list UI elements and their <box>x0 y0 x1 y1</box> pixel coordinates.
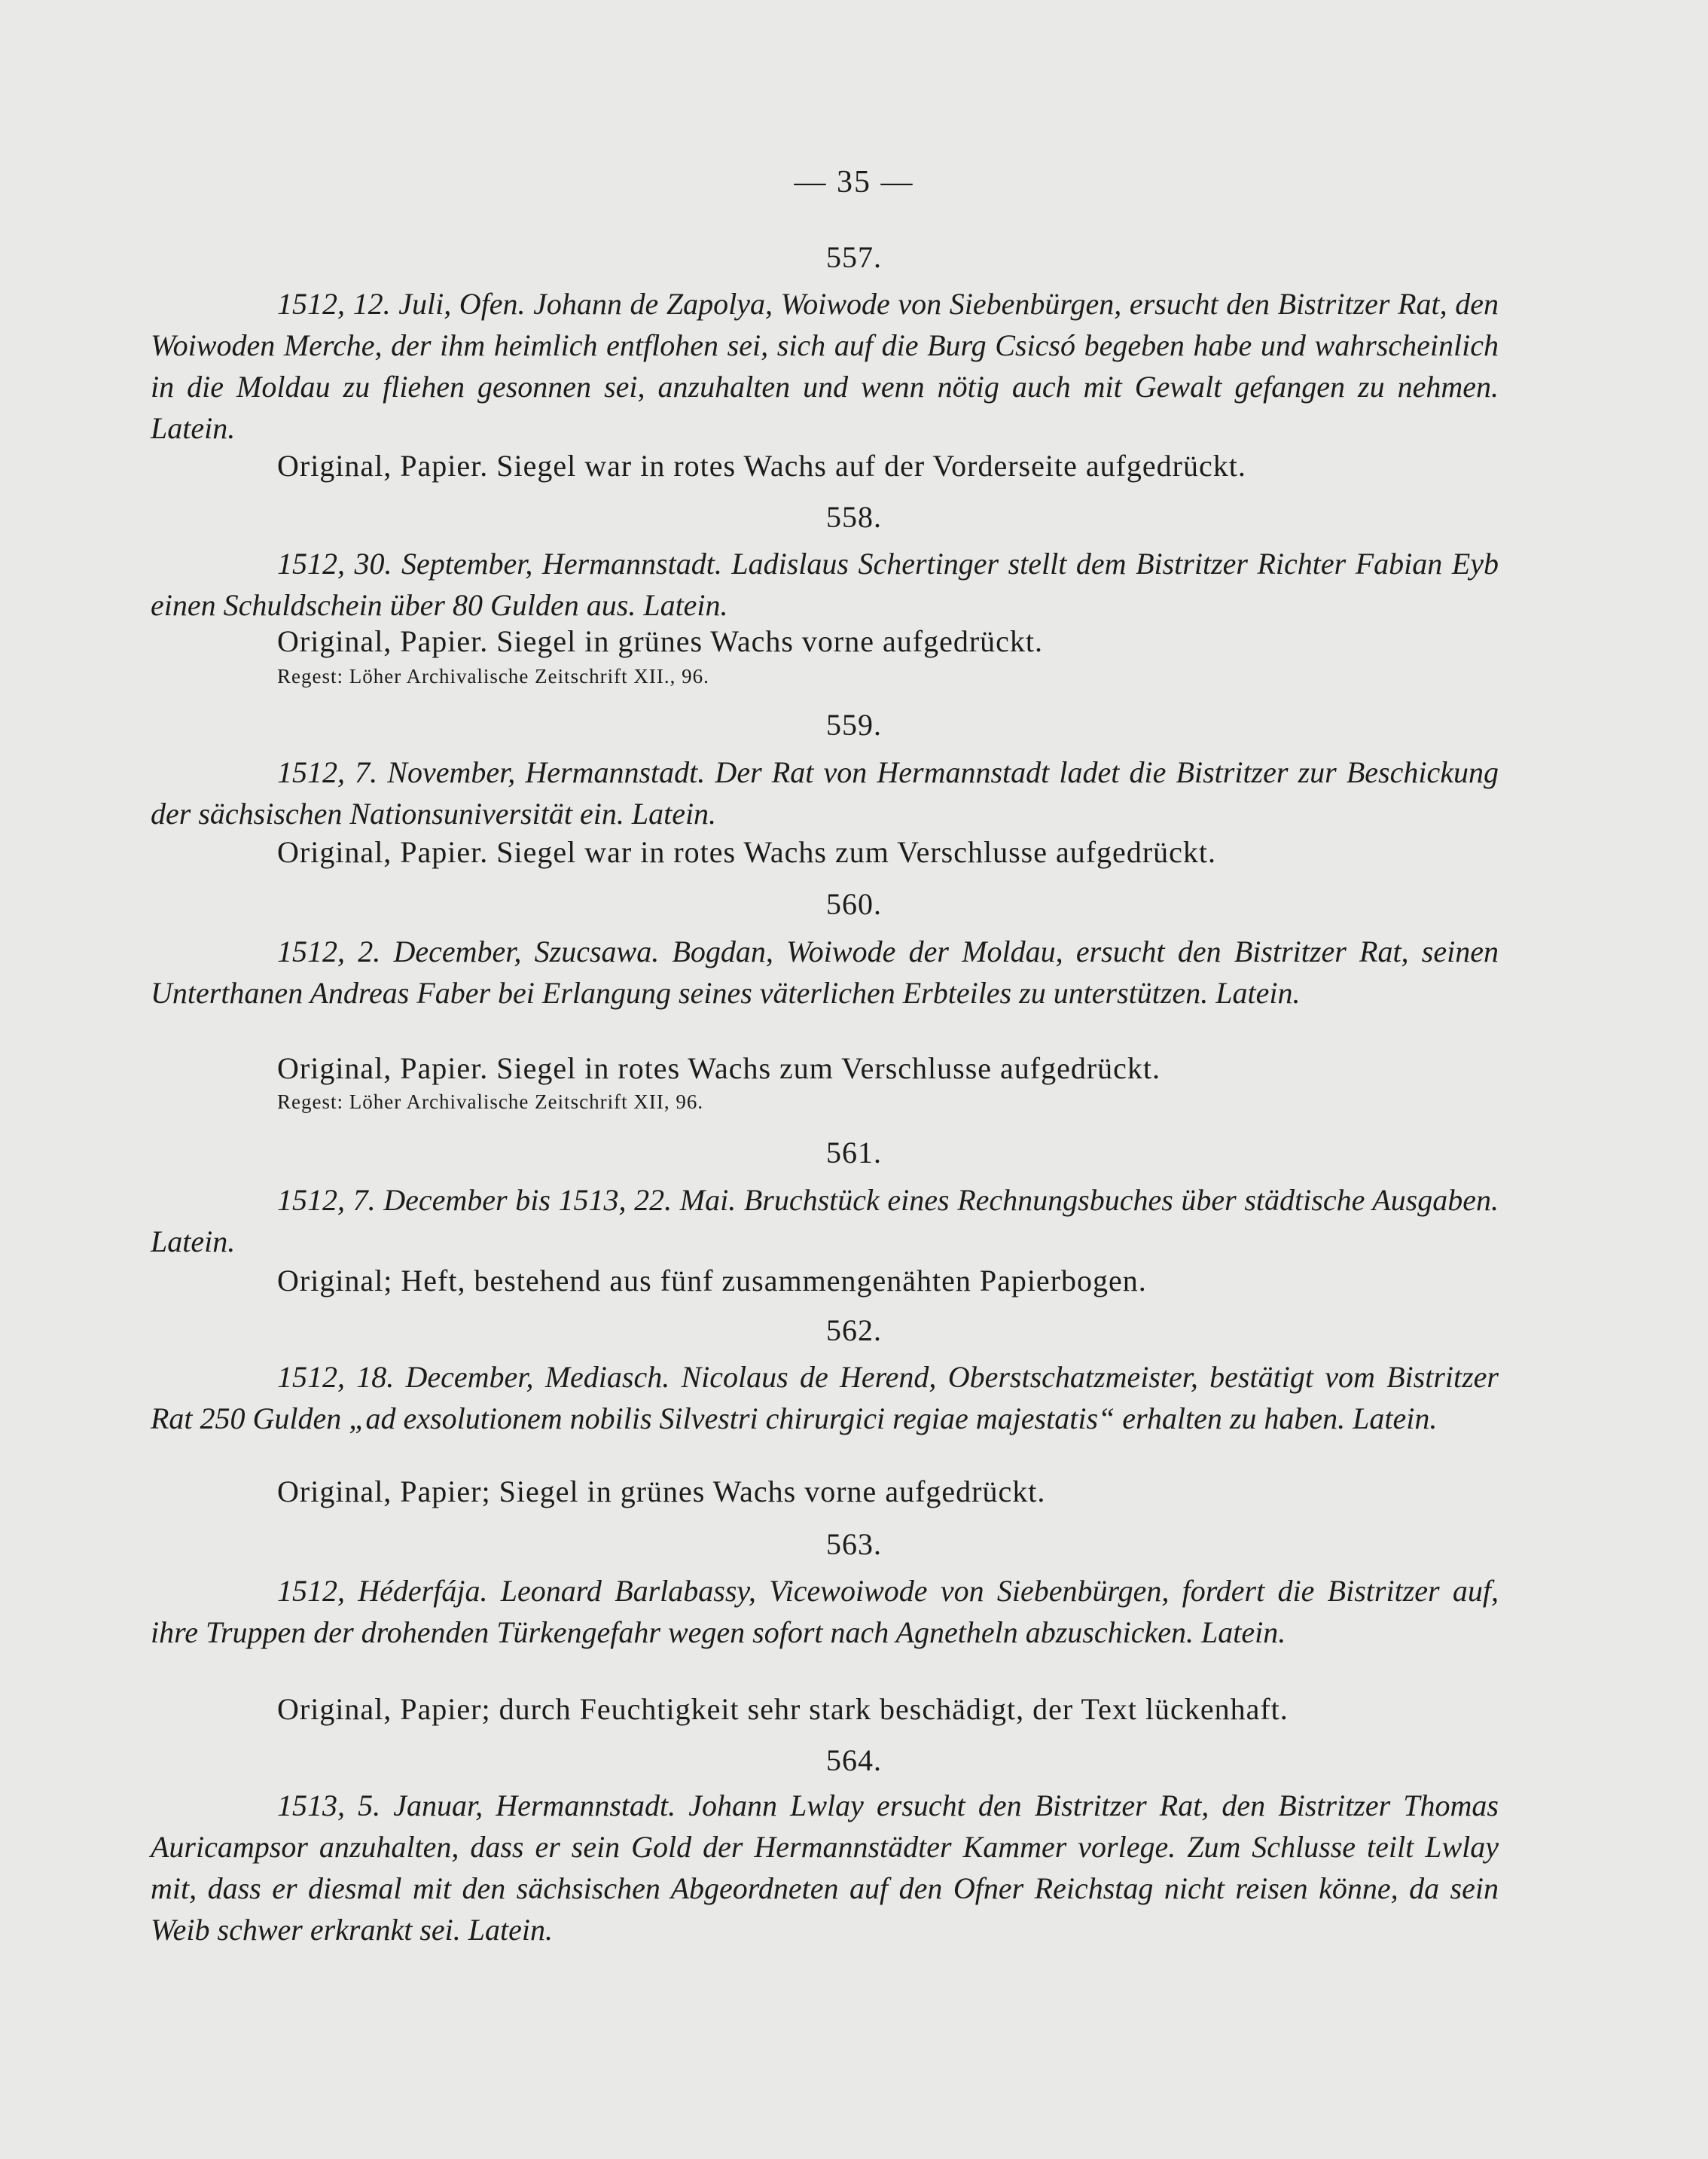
entry-number: 559. <box>826 708 882 742</box>
entry-number: 557. <box>826 240 882 274</box>
entry-original: Original, Papier; durch Feuchtigkeit sehr stark beschädigt, der Text lückenhaft. <box>277 1692 1289 1726</box>
entry-regest: 1512, Héderfája. Leonard Barlabassy, Vicewoiwode von Siebenbürgen, fordert die Bistritzer auf, ihre Truppen der drohenden Türkengefahr wegen sofort nach Agnetheln abzuschicken. Latein. <box>151 1574 1499 1649</box>
entry-regest: 1512, 30. September, Hermannstadt. Ladislaus Schertinger stellt dem Bistritzer Richter Fabian Eyb einen Schuldschein über 80 Gulden aus. Latein. <box>151 547 1499 622</box>
entry-regest: 1513, 5. Januar, Hermannstadt. Johann Lwlay ersucht den Bistritzer Rat, den Bistritzer Thomas Auricampsor anzuhalten, dass er sein Gold der Hermannstädter Kammer vorlege. Zum Schlusse teilt Lwlay mit, dass er diesmal mit den sächsischen Abgeordneten auf den Ofner Reichstag nicht reisen könne, da sein Weib schwer erkrankt sei. Latein. <box>151 1788 1499 1947</box>
entry-regest: 1512, 7. December bis 1513, 22. Mai. Bruchstück eines Rechnungsbuches über städtische Ausgaben. Latein. <box>151 1183 1499 1258</box>
entry-original: Original, Papier. Siegel in grünes Wachs vorne aufgedrückt. <box>277 624 1044 658</box>
entry-number: 563. <box>826 1527 882 1561</box>
entry-original: Original, Papier. Siegel in rotes Wachs zum Verschlusse aufgedrückt. <box>277 1051 1161 1085</box>
entry-regest: 1512, 2. December, Szucsawa. Bogdan, Woiwode der Moldau, ersucht den Bistritzer Rat, seinen Unterthanen Andreas Faber bei Erlangung seines väterlichen Erbteiles zu unterstützen. Latein. <box>151 935 1499 1010</box>
entry-regest: 1512, 12. Juli, Ofen. Johann de Zapolya, Woiwode von Siebenbürgen, ersucht den Bistritzer Rat, den Woiwoden Merche, der ihm heimlich entflohen sei, sich auf die Burg Csicsó begeben habe und wahrscheinlich in die Moldau zu fliehen gesonnen sei, anzuhalten und wenn nötig auch mit Gewalt gefangen zu nehmen. Latein. <box>151 287 1499 445</box>
entry-number: 558. <box>826 500 882 534</box>
entry-reference: Regest: Löher Archivalische Zeitschrift XII., 96. <box>277 665 709 688</box>
entry-original: Original, Papier. Siegel war in rotes Wachs zum Verschlusse aufgedrückt. <box>277 835 1216 869</box>
entry-number: 560. <box>826 887 882 921</box>
page-number: — 35 — <box>794 165 914 200</box>
entry-original: Original, Papier. Siegel war in rotes Wachs auf der Vorderseite aufgedrückt. <box>277 449 1246 483</box>
entry-original: Original, Papier; Siegel in grünes Wachs vorne aufgedrückt. <box>277 1474 1046 1508</box>
entry-number: 564. <box>826 1743 882 1777</box>
entry-original: Original; Heft, bestehend aus fünf zusammengenähten Papierbogen. <box>277 1264 1147 1298</box>
entry-reference: Regest: Löher Archivalische Zeitschrift XII, 96. <box>277 1090 704 1113</box>
entry-regest: 1512, 7. November, Hermannstadt. Der Rat von Hermannstadt ladet die Bistritzer zur Beschickung der sächsischen Nationsuniversität ein. Latein. <box>151 755 1499 831</box>
entry-regest: 1512, 18. December, Mediasch. Nicolaus de Herend, Oberstschatzmeister, bestätigt vom Bistritzer Rat 250 Gulden „ad exsolutionem nobilis Silvestri chirurgici regiae majestatis“ erhalten zu haben. Latein. <box>151 1360 1499 1435</box>
entry-number: 562. <box>826 1313 882 1347</box>
entry-number: 561. <box>826 1136 882 1169</box>
